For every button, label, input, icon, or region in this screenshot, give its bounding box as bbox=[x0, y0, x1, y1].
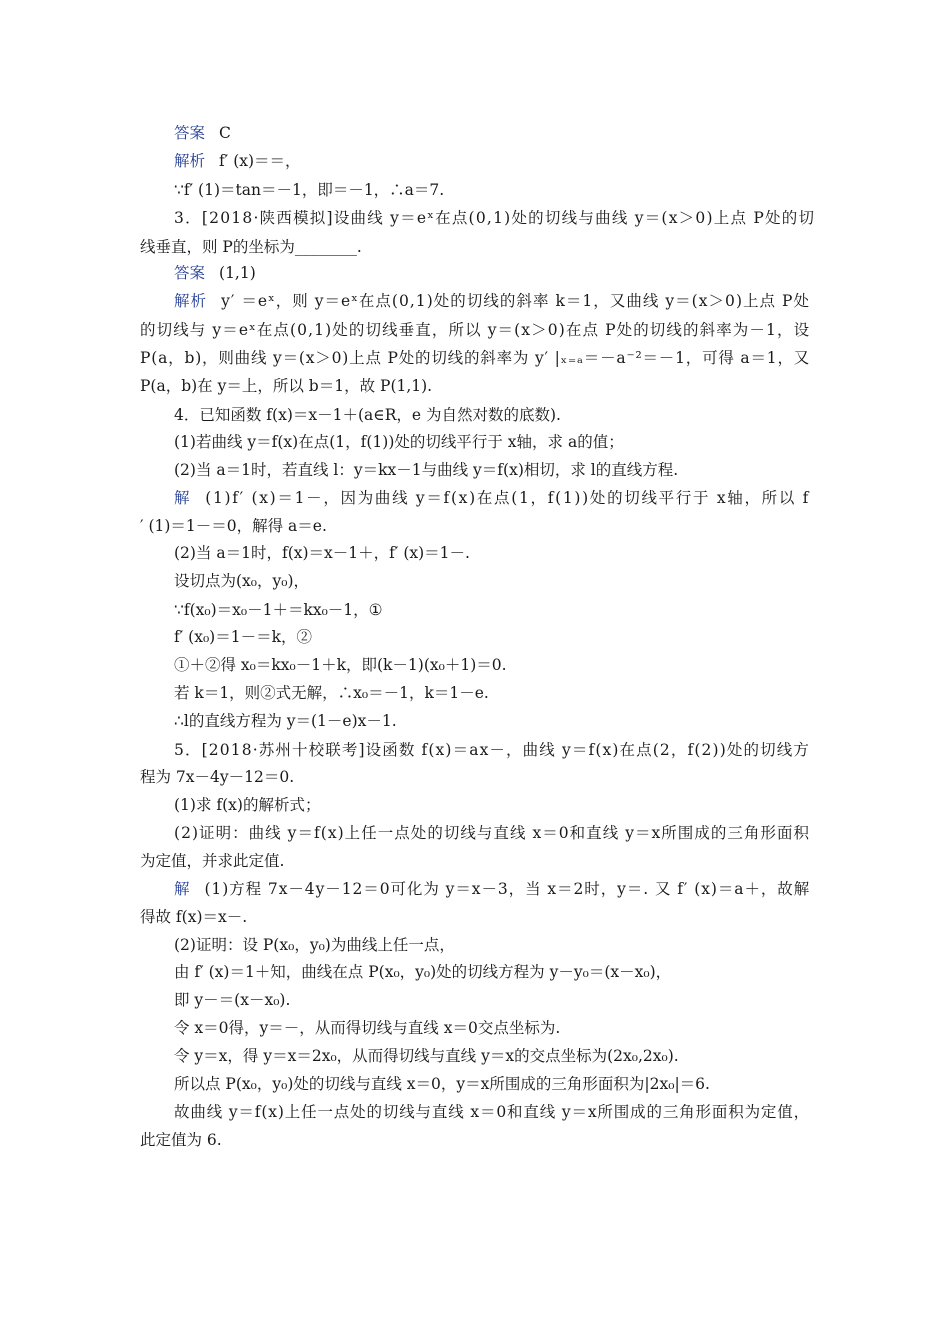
line-text: f′ (x₀)＝1－＝k，② bbox=[174, 628, 312, 646]
line-text: 程为 7x－4y－12＝0. bbox=[140, 768, 295, 786]
line-text: 4．已知函数 f(x)＝x－1＋(a∈R，e 为自然对数的底数). bbox=[174, 406, 561, 424]
line-text: (1,1) bbox=[219, 264, 256, 282]
text-line bbox=[174, 1046, 679, 1066]
text-line bbox=[174, 879, 810, 899]
text-line bbox=[174, 935, 455, 955]
line-text: 的切线与 y＝eˣ在点(0,1)处的切线垂直，所以 y＝(x＞0)在点 P处的切线的斜率为－1，设 bbox=[140, 321, 811, 339]
line-text: ∵f′ (1)＝tan＝－1，即＝－1，∴a＝7. bbox=[174, 181, 445, 199]
section-label: 解析 bbox=[174, 292, 208, 310]
line-text: 若 k＝1，则②式无解，∴x₀＝－1，k＝1－e. bbox=[174, 684, 489, 702]
text-line bbox=[174, 208, 815, 228]
text-line bbox=[174, 795, 320, 815]
line-text: (1)求 f(x)的解析式； bbox=[174, 796, 321, 814]
line-text: ′ (1)＝1－＝0，解得 a＝e. bbox=[140, 517, 327, 535]
line-text: ∵f(x₀)＝x₀－1＋＝kx₀－1，① bbox=[174, 601, 383, 619]
text-line bbox=[174, 405, 561, 425]
line-text: (1)若曲线 y＝f(x)在点(1，f(1))处的切线平行于 x轴，求 a的值； bbox=[174, 433, 624, 451]
text-line bbox=[140, 237, 362, 257]
line-text: (2)当 a＝1时，f(x)＝x－1＋，f′ (x)＝1－. bbox=[174, 544, 470, 562]
line-text: (1)方程 7x－4y－12＝0可化为 y＝x－3，当 x＝2时，y＝. 又 f′ (x)＝a＋，故解 bbox=[204, 880, 811, 898]
text-line bbox=[174, 432, 624, 452]
section-label: 解 bbox=[174, 880, 191, 898]
text-line bbox=[140, 376, 432, 396]
line-text: 即 y－＝(x－x₀). bbox=[174, 991, 291, 1009]
line-text: 此定值为 6. bbox=[140, 1131, 222, 1149]
line-text: 5．[2018·苏州十校联考]设函数 f(x)＝ax－，曲线 y＝f(x)在点(2，f(2))处的切线方 bbox=[174, 741, 810, 759]
text-line bbox=[174, 180, 444, 200]
line-text: P(a，b)在 y＝上，所以 b＝1，故 P(1,1). bbox=[140, 377, 433, 395]
line-text: f′ (x)＝＝， bbox=[219, 152, 301, 170]
text-line bbox=[174, 711, 397, 731]
text-line bbox=[174, 1102, 810, 1122]
text-line bbox=[174, 1074, 710, 1094]
line-text: (2)证明：曲线 y＝f(x)上任一点处的切线与直线 x＝0和直线 y＝x所围成的三角形面积 bbox=[174, 824, 811, 842]
section-label: 解析 bbox=[174, 152, 206, 170]
text-line bbox=[174, 600, 383, 620]
line-text: 得故 f(x)＝x－. bbox=[140, 908, 248, 926]
line-text: C bbox=[219, 124, 231, 142]
section-label: 答案 bbox=[174, 124, 206, 142]
text-line bbox=[174, 291, 810, 311]
line-text: (2)当 a＝1时，若直线 l：y＝kx－1与曲线 y＝f(x)相切，求 l的直线方程. bbox=[174, 461, 679, 479]
line-text: ①＋②得 x₀＝kx₀－1＋k，即(k－1)(x₀＋1)＝0. bbox=[174, 656, 507, 674]
text-line bbox=[174, 123, 231, 143]
text-line bbox=[174, 627, 312, 647]
text-line bbox=[174, 1018, 560, 1038]
line-text: y′ ＝eˣ，则 y＝eˣ在点(0,1)处的切线的斜率 k＝1，又曲线 y＝(x＞0)上点 P处 bbox=[221, 292, 811, 310]
line-text: 线垂直，则 P的坐标为________. bbox=[140, 238, 362, 256]
section-label: 解 bbox=[174, 489, 192, 507]
line-text: 所以点 P(x₀，y₀)处的切线与直线 x＝0，y＝x所围成的三角形面积为|2x₀|＝6. bbox=[174, 1075, 710, 1093]
text-line bbox=[174, 962, 671, 982]
text-line bbox=[174, 151, 301, 171]
text-line bbox=[140, 348, 810, 368]
text-line bbox=[174, 655, 507, 675]
text-line bbox=[174, 683, 489, 703]
text-line bbox=[174, 740, 810, 760]
text-line bbox=[140, 907, 247, 927]
line-text: 故曲线 y＝f(x)上任一点处的切线与直线 x＝0和直线 y＝x所围成的三角形面积为定值， bbox=[174, 1103, 810, 1121]
text-line bbox=[174, 488, 810, 508]
text-line bbox=[174, 823, 810, 843]
text-line bbox=[140, 516, 327, 536]
text-line bbox=[140, 320, 810, 340]
line-text: 为定值，并求此定值. bbox=[140, 852, 285, 870]
line-text: (2)证明：设 P(x₀，y₀)为曲线上任一点， bbox=[174, 936, 455, 954]
line-text: ∴l的直线方程为 y＝(1－e)x－1. bbox=[174, 712, 397, 730]
text-line bbox=[140, 767, 294, 787]
text-line bbox=[174, 990, 290, 1010]
text-line bbox=[174, 460, 678, 480]
section-label: 答案 bbox=[174, 264, 206, 282]
text-line bbox=[140, 851, 284, 871]
text-line bbox=[140, 1130, 222, 1150]
text-line bbox=[174, 263, 256, 283]
line-text: 设切点为(x₀，y₀)， bbox=[174, 572, 310, 590]
line-text: (1)f′ (x)＝1－，因为曲线 y＝f(x)在点(1，f(1))处的切线平行于 x轴，所以 f bbox=[205, 489, 811, 507]
line-text: 令 x＝0得，y＝－，从而得切线与直线 x＝0交点坐标为. bbox=[174, 1019, 561, 1037]
line-text: P(a，b)，则曲线 y＝(x＞0)上点 P处的切线的斜率为 y′ |ₓ₌ₐ＝－a⁻²＝－1，可得 a＝1，又 bbox=[140, 349, 811, 367]
text-line bbox=[174, 571, 309, 591]
text-line bbox=[174, 543, 470, 563]
line-text: 3．[2018·陕西模拟]设曲线 y＝eˣ在点(0,1)处的切线与曲线 y＝(x＞0)上点 P处的切 bbox=[174, 209, 816, 227]
line-text: 由 f′ (x)＝1＋知，曲线在点 P(x₀，y₀)处的切线方程为 y－y₀＝(x－x₀)， bbox=[174, 963, 672, 981]
line-text: 令 y＝x，得 y＝x＝2x₀，从而得切线与直线 y＝x的交点坐标为(2x₀,2x₀). bbox=[174, 1047, 679, 1065]
